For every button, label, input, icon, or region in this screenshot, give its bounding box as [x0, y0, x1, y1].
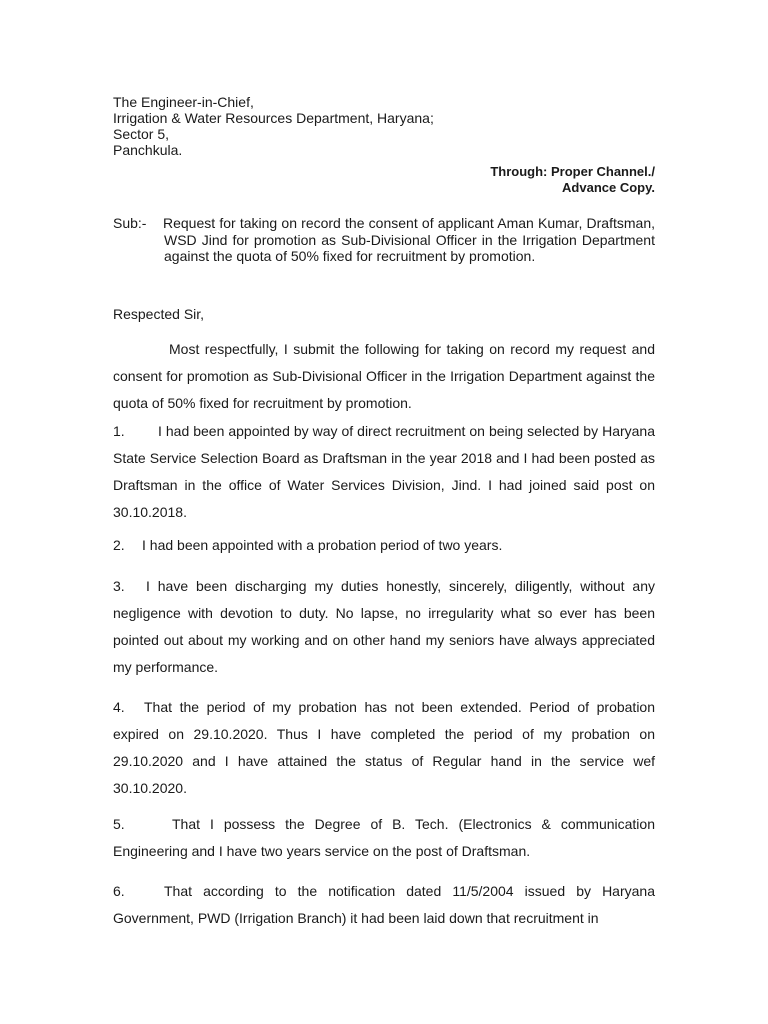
paragraph-text: That according to the notification dated 11/5/2004 issued by Haryana Government, PWD (Irrigation Branch) it had been laid down that recruitment in — [113, 883, 655, 926]
intro-paragraph: Most respectfully, I submit the following for taking on record my request and consent for promotion as Sub-Divisional Officer in the Irrigation Department against the quota of 50% fixed for recruitment by promotion. — [113, 341, 655, 411]
through-channel — [490, 164, 655, 196]
paragraph-number: 2. — [113, 537, 125, 553]
paragraph-text: I have been discharging my duties honestly, sincerely, diligently, without any negligence with devotion to duty. No lapse, no irregularity what so ever has been pointed out about my working and on other hand my seniors have always appreciated my performance. — [113, 578, 655, 675]
paragraph-number: 1. — [113, 423, 125, 439]
paragraph-text: That I possess the Degree of B. Tech. (Electronics & communication Engineering and I have two years service on the post of Draftsman. — [113, 816, 655, 859]
paragraph-3 — [113, 573, 655, 681]
salutation: Respected Sir, — [113, 306, 205, 322]
paragraph-5 — [113, 811, 655, 865]
address-line-4: Panchkula. — [113, 142, 183, 158]
paragraph-text: I had been appointed by way of direct recruitment on being selected by Haryana State Service Selection Board as Draftsman in the year 2018 and I had been posted as Draftsman in the office of Water Services Division, Jind. I had joined said post on 30.10.2018. — [113, 423, 655, 520]
paragraph-text: I had been appointed with a probation period of two years. — [142, 537, 503, 553]
paragraph-number: 4. — [113, 699, 125, 715]
paragraph-4 — [113, 694, 655, 802]
through-line-1: Through: Proper Channel./ — [490, 164, 655, 179]
address-line-3: Sector 5, — [113, 126, 170, 142]
address-line-2: Irrigation & Water Resources Department, Haryana; — [113, 110, 434, 126]
paragraph-number: 6. — [113, 883, 125, 899]
paragraph-text: That the period of my probation has not been extended. Period of probation expired on 29.10.2020. Thus I have completed the period of my probation on 29.10.2020 and I have attained the status of Regular hand in the service wef 30.10.2020. — [113, 699, 655, 796]
subject-block — [113, 215, 655, 265]
paragraph-number: 3. — [113, 578, 125, 594]
paragraph-number: 5. — [113, 816, 125, 832]
recipient-address — [113, 94, 434, 158]
through-line-2: Advance Copy. — [562, 180, 655, 195]
paragraph-2 — [113, 532, 655, 559]
paragraph-1 — [113, 418, 655, 526]
address-line-1: The Engineer-in-Chief, — [113, 94, 254, 110]
subject-label: Sub:- — [113, 215, 147, 231]
subject-text: Request for taking on record the consent of applicant Aman Kumar, Draftsman, WSD Jind for promotion as Sub-Divisional Officer in the Irrigation Department against the quota of 50% fixed for recruitment by promotion. — [163, 215, 655, 264]
paragraph-6 — [113, 878, 655, 932]
